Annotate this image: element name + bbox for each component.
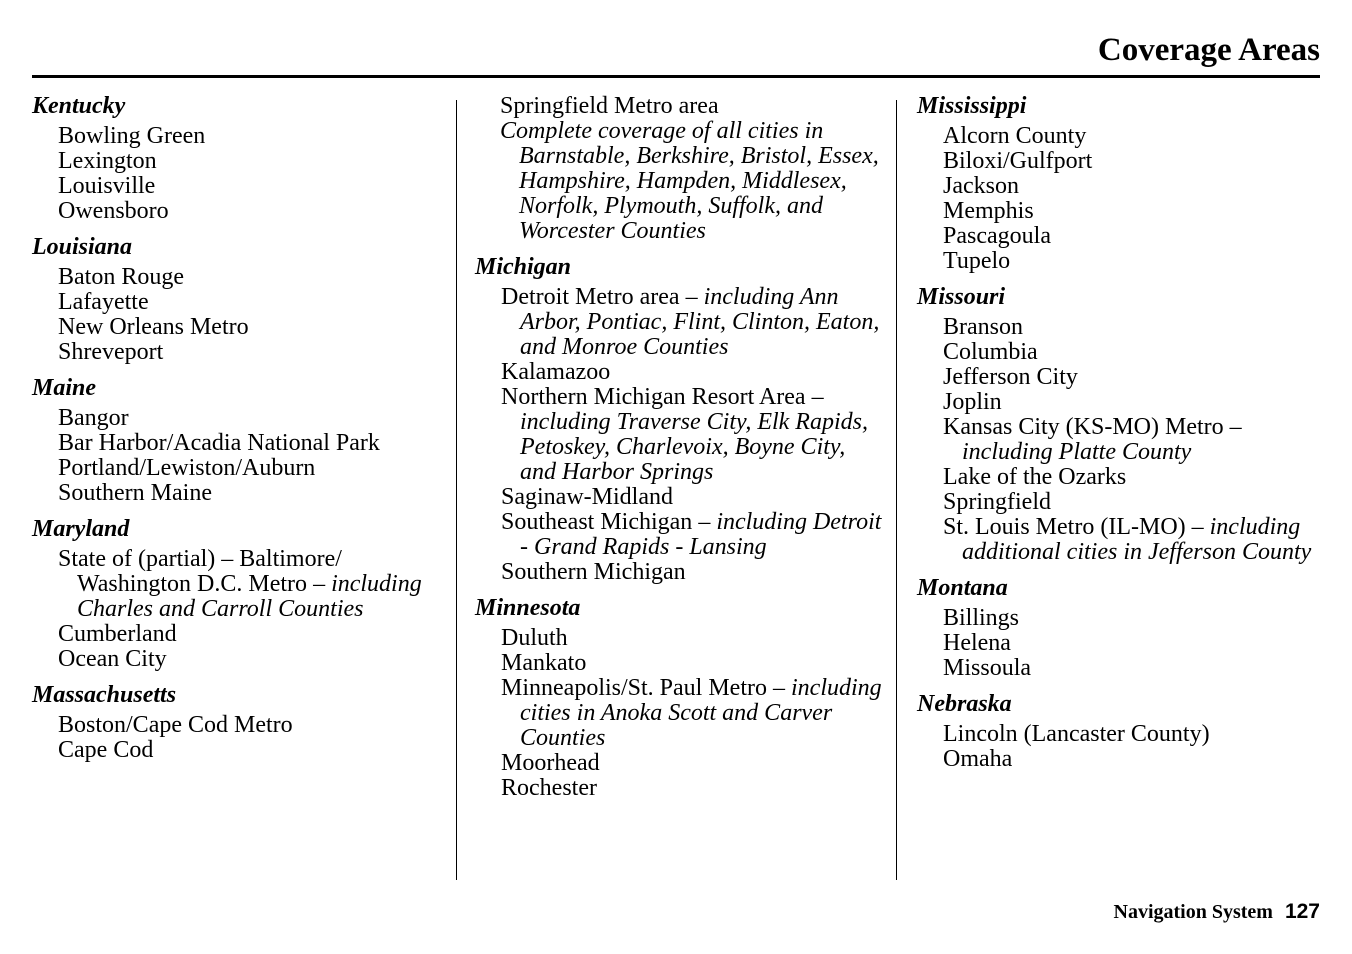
coverage-area-item	[917, 465, 1327, 490]
state-heading: Massachusetts	[32, 682, 177, 708]
area-name: Boston/Cape Cod Metro	[58, 712, 293, 738]
dash-separator: –	[1223, 414, 1242, 440]
state-section-massachusetts	[32, 683, 442, 763]
dash-separator: –	[679, 284, 704, 310]
state-section-missouri	[917, 285, 1327, 565]
area-name: Moorhead	[501, 750, 600, 776]
state-heading: Montana	[917, 575, 1008, 601]
area-name: Jackson	[943, 173, 1019, 199]
area-name: Tupelo	[943, 248, 1011, 274]
area-name: Shreveport	[58, 339, 164, 365]
coverage-area-item	[32, 713, 442, 738]
state-heading: Kentucky	[32, 93, 126, 119]
coverage-area-item	[32, 456, 442, 481]
header-rule	[32, 75, 1320, 78]
column-divider	[896, 100, 897, 880]
area-name: Mankato	[501, 650, 587, 676]
coverage-area-item	[32, 738, 442, 763]
area-name: Omaha	[943, 746, 1013, 772]
area-name: Bar Harbor/Acadia National Park	[58, 430, 380, 456]
coverage-area-item	[475, 751, 885, 776]
area-name: State of (partial) – Baltimore/ Washington D.C. Metro	[58, 546, 342, 597]
coverage-area-item	[475, 119, 885, 244]
area-name: Jefferson City	[943, 364, 1078, 390]
area-name: Owensboro	[58, 198, 169, 224]
area-name: Lafayette	[58, 289, 149, 315]
coverage-area-item	[917, 199, 1327, 224]
coverage-area-item	[32, 431, 442, 456]
area-name: Branson	[943, 314, 1023, 340]
area-name: St. Louis Metro (IL-MO)	[943, 514, 1186, 540]
coverage-area-item	[917, 124, 1327, 149]
state-section-minnesota	[475, 596, 885, 801]
area-name: Louisville	[58, 173, 156, 199]
area-name: Rochester	[501, 775, 597, 801]
dash-separator: –	[1185, 514, 1210, 540]
state-heading: Louisiana	[32, 234, 133, 260]
coverage-area-item	[917, 722, 1327, 747]
coverage-area-item	[475, 510, 885, 560]
coverage-area-item	[32, 124, 442, 149]
area-note: Complete coverage of all cities in Barnstable, Berkshire, Bristol, Essex, Hampshire, Hampden, Middlesex, Norfolk, Plymouth, Suffolk, and Worcester Counties	[500, 118, 879, 244]
area-name: Ocean City	[58, 646, 167, 672]
area-name: Kalamazoo	[501, 359, 611, 385]
coverage-area-item	[32, 174, 442, 199]
area-name: Cape Cod	[58, 737, 154, 763]
coverage-area-item	[475, 285, 885, 360]
state-heading: Minnesota	[475, 595, 581, 621]
dash-separator: –	[767, 675, 791, 701]
coverage-area-item	[917, 631, 1327, 656]
area-name: Southern Maine	[58, 480, 212, 506]
area-name: Detroit Metro area	[501, 284, 680, 310]
coverage-area-item	[475, 360, 885, 385]
coverage-area-item	[917, 315, 1327, 340]
dash-separator: –	[307, 571, 332, 597]
coverage-area-item	[917, 747, 1327, 772]
area-name: Lake of the Ozarks	[943, 464, 1127, 490]
area-name: Duluth	[501, 625, 568, 651]
column-1	[32, 94, 442, 774]
coverage-area-item	[32, 315, 442, 340]
coverage-area-item	[475, 385, 885, 485]
area-name: Helena	[943, 630, 1011, 656]
coverage-area-item	[917, 656, 1327, 681]
coverage-area-item	[32, 406, 442, 431]
area-note: including Traverse City, Elk Rapids, Petoskey, Charlevoix, Boyne City, and Harbor Springs	[520, 409, 868, 485]
area-note: including Platte County	[962, 439, 1192, 465]
state-heading: Mississippi	[917, 93, 1027, 119]
state-section-michigan	[475, 255, 885, 585]
state-section-nebraska	[917, 692, 1327, 772]
area-note: including additional cities in Jefferson County	[962, 514, 1312, 565]
dash-separator: –	[805, 384, 824, 410]
coverage-area-item	[475, 776, 885, 801]
area-name: Springfield	[943, 489, 1051, 515]
area-name: Minneapolis/St. Paul Metro	[501, 675, 767, 701]
area-note: including Ann Arbor, Pontiac, Flint, Clinton, Eaton, and Monroe Counties	[520, 284, 880, 360]
area-note: including Detroit - Grand Rapids - Lansing	[520, 509, 882, 560]
column-3	[917, 94, 1327, 783]
coverage-area-item	[917, 490, 1327, 515]
coverage-area-item	[32, 547, 442, 622]
coverage-area-item	[475, 676, 885, 751]
state-heading: Maine	[32, 375, 97, 401]
area-name: Lexington	[58, 148, 157, 174]
area-name: Southern Michigan	[501, 559, 686, 585]
area-name: Alcorn County	[943, 123, 1087, 149]
area-name: Biloxi/Gulfport	[943, 148, 1093, 174]
coverage-area-item	[917, 365, 1327, 390]
area-name: Northern Michigan Resort Area	[501, 384, 806, 410]
area-name: New Orleans Metro	[58, 314, 249, 340]
coverage-area-item	[917, 340, 1327, 365]
area-name: Southeast Michigan	[501, 509, 693, 535]
coverage-area-item	[917, 606, 1327, 631]
coverage-area-item	[32, 481, 442, 506]
coverage-area-item	[917, 390, 1327, 415]
coverage-area-item	[475, 560, 885, 585]
state-section-maine	[32, 376, 442, 506]
state-section-kentucky	[32, 94, 442, 224]
area-name: Missoula	[943, 655, 1032, 681]
area-note: including Charles and Carroll Counties	[77, 571, 422, 622]
coverage-area-item	[475, 94, 885, 119]
massachusetts-continued	[475, 94, 885, 244]
area-name: Memphis	[943, 198, 1034, 224]
area-name: Kansas City (KS-MO) Metro	[943, 414, 1224, 440]
dash-separator: –	[692, 509, 717, 535]
area-name: Springfield Metro area	[500, 93, 719, 119]
state-section-maryland	[32, 517, 442, 672]
coverage-area-item	[475, 626, 885, 651]
coverage-area-item	[32, 340, 442, 365]
coverage-area-item	[917, 174, 1327, 199]
state-section-louisiana	[32, 235, 442, 365]
column-divider	[456, 100, 457, 880]
coverage-area-item	[917, 515, 1327, 565]
state-section-mississippi	[917, 94, 1327, 274]
column-2	[475, 94, 885, 812]
area-name: Portland/Lewiston/Auburn	[58, 455, 316, 481]
area-name: Cumberland	[58, 621, 177, 647]
coverage-area-item	[32, 622, 442, 647]
coverage-area-item	[917, 224, 1327, 249]
coverage-area-item	[917, 249, 1327, 274]
area-name: Columbia	[943, 339, 1038, 365]
area-name: Pascagoula	[943, 223, 1051, 249]
coverage-area-item	[917, 415, 1327, 465]
page-title: Coverage Areas	[1097, 32, 1320, 68]
area-name: Joplin	[943, 389, 1002, 415]
coverage-area-item	[32, 149, 442, 174]
state-heading: Maryland	[32, 516, 130, 542]
column-2-states	[475, 255, 885, 801]
state-section-montana	[917, 576, 1327, 681]
area-name: Baton Rouge	[58, 264, 184, 290]
area-name: Saginaw-Midland	[501, 484, 673, 510]
coverage-area-item	[32, 199, 442, 224]
area-name: Billings	[943, 605, 1020, 631]
coverage-area-item	[475, 485, 885, 510]
area-note: including cities in Anoka Scott and Carver Counties	[520, 675, 882, 751]
coverage-area-item	[475, 651, 885, 676]
page-number: 127	[1284, 900, 1320, 923]
state-heading: Missouri	[917, 284, 1006, 310]
area-name: Lincoln (Lancaster County)	[943, 721, 1210, 747]
footer-system-name: Navigation System	[1113, 901, 1273, 923]
state-heading: Nebraska	[917, 691, 1012, 717]
state-heading: Michigan	[475, 254, 572, 280]
area-name: Bowling Green	[58, 123, 206, 149]
coverage-area-item	[32, 647, 442, 672]
coverage-area-item	[32, 265, 442, 290]
coverage-area-item	[32, 290, 442, 315]
area-name: Bangor	[58, 405, 129, 431]
coverage-area-item	[917, 149, 1327, 174]
page-footer	[1114, 899, 1321, 925]
